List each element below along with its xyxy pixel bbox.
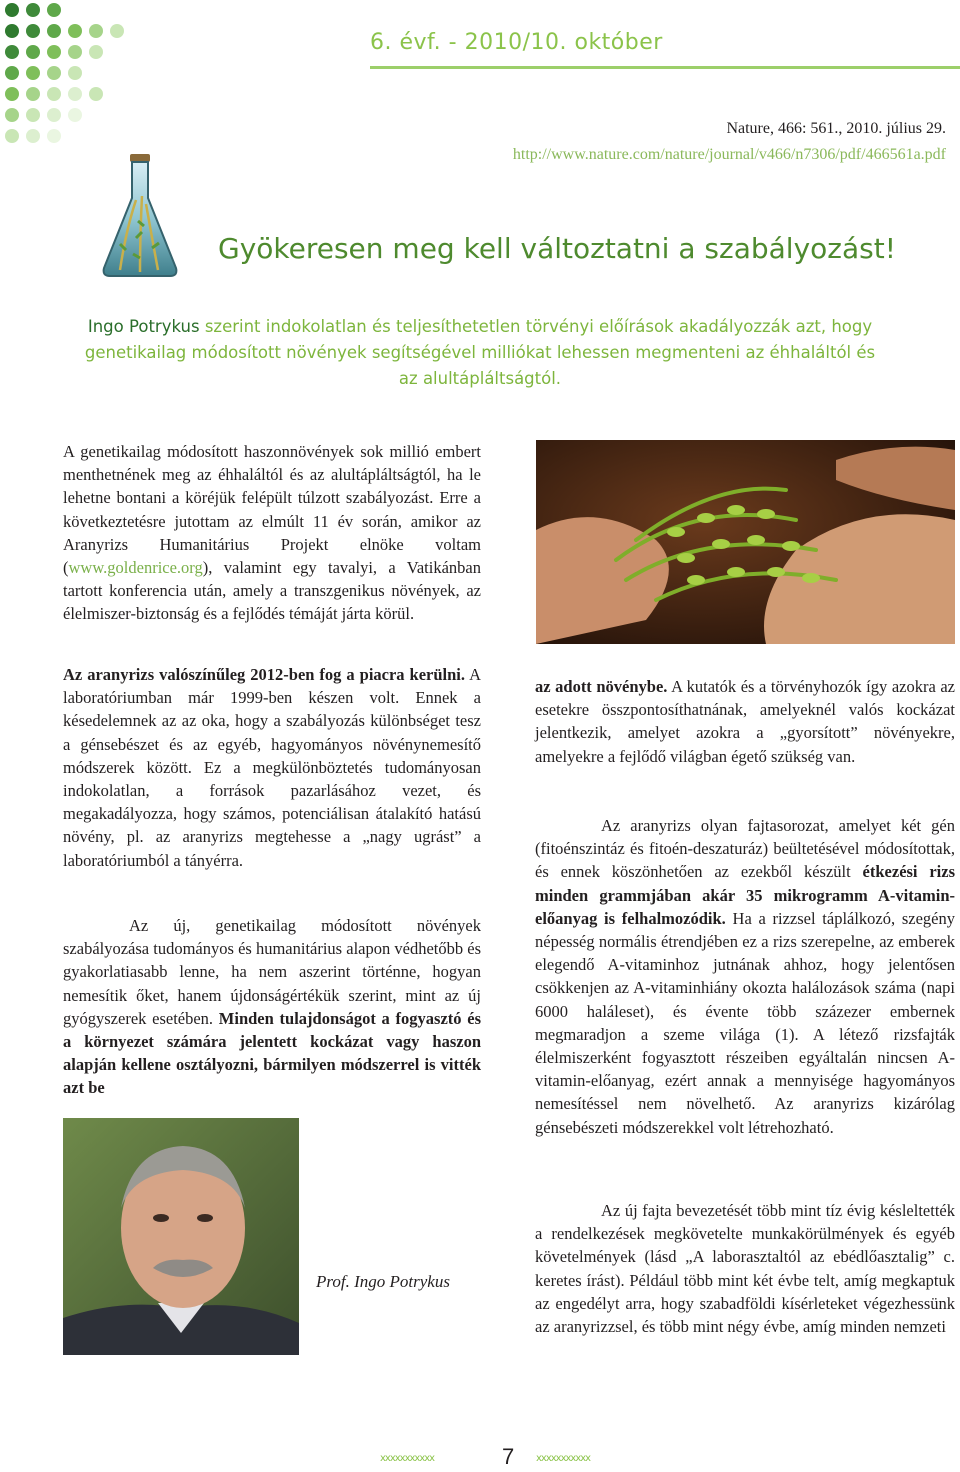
- paragraph-delay: Az új fajta bevezetését több mint tíz évig késleltették a rendelkezések megkövetelte munkakörülmények és egyéb követelmények (lásd „A laborasztaltól az ebédlőasztalig” c. keretes írást). Például több mint két évbe telt, amíg megkaptuk az engedélyt arra, hogy szabadföldi kísérleteket végezhessünk az aranyrizzsel, és több mint négy évbe, amíg minden nemzeti: [535, 1201, 955, 1337]
- decorative-dot: [68, 108, 82, 122]
- decorative-dot: [26, 3, 40, 17]
- article-headline: Gyökeresen meg kell változtatni a szabályozást!: [218, 232, 896, 265]
- source-url[interactable]: http://www.nature.com/nature/journal/v466/n7306/pdf/466561a.pdf: [512, 146, 946, 163]
- paragraph-market: Az aranyrizs valószínűleg 2012-ben fog a piacra kerülni. A laboratóriumban már 1999-ben készen volt. Ennek a késedelemnek az az oka, hogy a szabályozás különbséget tesz a génsebészet és az egyéb, hagyományos növénynemesítő módszerek között. Ez a megkülönböztetés tudományosan indokolatlan, a források pazarlásához vezet, és megakadályozza, hogy számos, potenciálisan átalakító hatású növény, pl. az aranyrizs megtehesse a „nagy ugrást” a laboratóriumból a tányérra.: [63, 665, 481, 870]
- paragraph-golden-rice: Az aranyrizs olyan fajtasorozat, amelyet két gén (fitoénszintáz és fitoén-deszaturáz) beültetésével módosítottak, és ennek köszönhetően az ezekből készült étkezési rizs minden grammjában akár 35 mikrogramm A-vitamin-előanyag is felhalmozódik. Ha a rizzsel táplálkozó, szegény népesség normális étrendjében ez a rizs szerepelne, az emberek elegendő A-vitaminhoz jutnának ahhoz, hogy jelentősen csökkenjen az A-vitaminhiány okozta halálozások száma (napi 6000 haláleset), és évente több százezer embernek megmaradjon a szeme világa (1). A létező rizsfajták élelmiszerként fogyasztott részeiben egyáltalán nincsen A-vitamin-előanyag, ezért annak a mennyisége hagyományos nemesítéssel nem növelhető. Az aranyrizs kizárólag génsebészeti módszerekkel volt létrehozható.: [535, 816, 956, 1137]
- decorative-dot: [5, 66, 19, 80]
- decorative-dot: [47, 24, 61, 38]
- paragraph-focus: az adott növénybe. A kutatók és a törvényhozók így azokra az esetekre összpontosíthatnának, amelyeknél valós kockázat jelentkezik, amelyet azokra a „gyorsított” növényekre, amelyekre a fejlődő világban égető szükség van.: [535, 677, 955, 766]
- page-footer: [380, 1444, 960, 1472]
- lead-paragraph: [80, 314, 880, 392]
- decorative-dot: [26, 129, 40, 143]
- column-right-block-2: [535, 814, 955, 1139]
- decorative-dot: [68, 87, 82, 101]
- decorative-dot: [26, 108, 40, 122]
- decorative-dot: [47, 87, 61, 101]
- paragraph-regulation: Az új, genetikailag módosított növények szabályozása tudományos és humanitárius alapon védhetőbb és gyakorlatiasabb lenne, ha nem aszerint történne, hogyan nemesítik őket, hanem újdonságértékük szerint, mint az új gyógyszerek esetében. Minden tulajdonságot a fogyasztó és a környezet számára jelentett kockázat vagy haszon alapján kellene osztályozni, bármilyen módszerrel is vitték azt be: [63, 916, 482, 1098]
- decorative-dot: [47, 129, 61, 143]
- column-left-block-3: [63, 914, 481, 1100]
- column-left-block-2: [63, 663, 481, 872]
- decorative-dot: [89, 45, 103, 59]
- lead-text: szerint indokolatlan és teljesíthetetlen törvényi előírások akadályozzák azt, hogy genetikailag módosított növények segítségével milliókat lehessen megmenteni az éhhaláltól és az alultápláltságtól.: [84, 317, 876, 388]
- decorative-dot: [110, 24, 124, 38]
- rice-photo: [536, 440, 955, 644]
- decorative-dot: [5, 108, 19, 122]
- decorative-dot: [47, 108, 61, 122]
- page-number: 7: [502, 1444, 515, 1469]
- decorative-dot: [68, 24, 82, 38]
- flask-icon: [100, 150, 180, 280]
- header-rule: [370, 66, 960, 69]
- decorative-dot: [26, 24, 40, 38]
- decorative-dot: [5, 129, 19, 143]
- issue-label: 6. évf. - 2010/10. október: [370, 30, 663, 55]
- portrait-photo: [63, 1118, 299, 1355]
- goldenrice-link[interactable]: www.goldenrice.org: [68, 558, 203, 578]
- decorative-dot: [5, 45, 19, 59]
- decorative-dot: [68, 45, 82, 59]
- decorative-dot: [68, 66, 82, 80]
- photo-caption: Prof. Ingo Potrykus: [316, 1272, 450, 1291]
- decorative-dot: [89, 87, 103, 101]
- decorative-dot: [26, 66, 40, 80]
- column-left-block-1: [63, 440, 481, 626]
- decorative-dot: [5, 3, 19, 17]
- decorative-dot-pattern: [0, 0, 140, 160]
- decorative-dot: [47, 66, 61, 80]
- footer-ornament-left: xxxxxxxxxxx: [380, 1453, 435, 1464]
- decorative-dot: [5, 24, 19, 38]
- decorative-dot: [89, 24, 103, 38]
- column-right-block-3: [535, 1199, 955, 1338]
- decorative-dot: [5, 87, 19, 101]
- footer-ornament-right: xxxxxxxxxxx: [536, 1453, 591, 1464]
- source-citation: Nature, 466: 561., 2010. július 29.: [726, 120, 946, 137]
- decorative-dot: [47, 45, 61, 59]
- lead-author-name: Ingo Potrykus: [87, 317, 200, 336]
- decorative-dot: [26, 45, 40, 59]
- column-right-block-1: [535, 675, 955, 768]
- decorative-dot: [47, 3, 61, 17]
- decorative-dot: [26, 87, 40, 101]
- paragraph-intro: A genetikailag módosított haszonnövények sok millió embert menthetnének meg az éhhaláltól és az alultápláltságtól, ha le lehetne bontani a köréjük felépült túlzott szabályozást. Erre a következtetésre jutottam az elmúlt 11 év során, amikor az Aranyrizs Humanitárius Projekt elnöke voltam (www.goldenrice.org), valamint egy tavalyi, a Vatikánban tartott konferencia után, amely a transzgenikus növények, az élelmiszer-biztonság és a fejlődés témáját járta körül.: [63, 442, 481, 624]
